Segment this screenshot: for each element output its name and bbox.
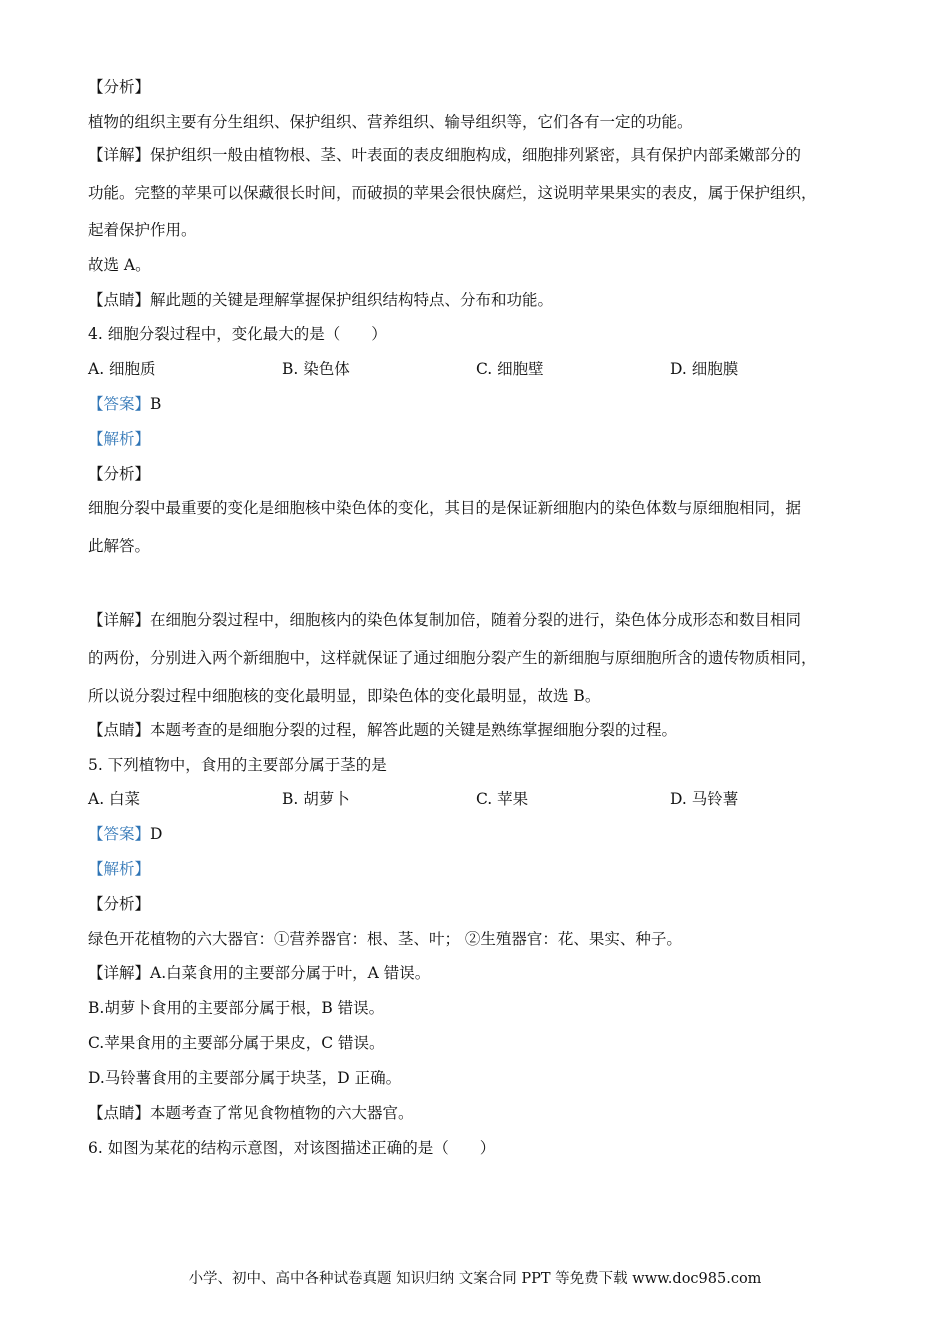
q4-option-a: A. 细胞质 — [88, 360, 156, 378]
q4-comment-text: 本题考查的是细胞分裂的过程，解答此题的关键是熟练掌握细胞分裂的过程。 — [150, 721, 678, 739]
q4-answer-value: B — [150, 395, 162, 413]
q4-detail-line1 — [88, 609, 801, 631]
q5-comment-tag: 【点睛】 — [88, 1104, 151, 1122]
q4-comment — [88, 719, 677, 741]
q5-option-c: C. 苹果 — [476, 790, 529, 808]
q3-comment-tag: 【点睛】 — [88, 291, 151, 309]
q3-analysis-text: 植物的组织主要有分生组织、保护组织、营养组织、输导组织等，它们各有一定的功能。 — [88, 113, 693, 131]
q5-detail-d: D.马铃薯食用的主要部分属于块茎，D 正确。 — [88, 1069, 402, 1087]
q4-option-c: C. 细胞壁 — [476, 360, 544, 378]
q4-comment-tag: 【点睛】 — [88, 721, 151, 739]
q4-explain-tag: 【解析】 — [88, 430, 151, 448]
q4-option-d: D. 细胞膜 — [670, 360, 739, 378]
q4-detail-tag: 【详解】 — [88, 611, 151, 629]
q4-analysis-line2: 此解答。 — [88, 537, 151, 555]
q3-comment-text: 解此题的关键是理解掌握保护组织结构特点、分布和功能。 — [150, 291, 554, 309]
q6-question: 6. 如图为某花的结构示意图，对该图描述正确的是（ ） — [88, 1139, 496, 1157]
q5-detail-c: C.苹果食用的主要部分属于果皮，C 错误。 — [88, 1034, 385, 1052]
q5-answer-value: D — [150, 825, 163, 843]
q5-detail-tag: 【详解】 — [88, 964, 151, 982]
q5-detail-a-text: A.白菜食用的主要部分属于叶，A 错误。 — [150, 964, 431, 982]
q4-analysis-line1: 细胞分裂中最重要的变化是细胞核中染色体的变化，其目的是保证新细胞内的染色体数与原细胞相同，据 — [88, 499, 802, 517]
q3-choice: 故选 A。 — [88, 256, 151, 274]
q3-detail-text: 保护组织一般由植物根、茎、叶表面的表皮细胞构成，细胞排列紧密，具有保护内部柔嫩部分的 — [150, 146, 802, 164]
q5-analysis-text: 绿色开花植物的六大器官：①营养器官：根、茎、叶； ②生殖器官：花、果实、种子。 — [88, 930, 682, 948]
q5-explain-tag: 【解析】 — [88, 860, 151, 878]
q3-comment — [88, 289, 553, 311]
q4-detail-line3: 所以说分裂过程中细胞核的变化最明显，即染色体的变化最明显，故选 B。 — [88, 687, 601, 705]
q5-option-d: D. 马铃薯 — [670, 790, 739, 808]
q4-answer — [88, 393, 161, 415]
q4-analysis-heading: 【分析】 — [88, 465, 151, 483]
q5-detail-b: B.胡萝卜食用的主要部分属于根，B 错误。 — [88, 999, 385, 1017]
q4-question: 4. 细胞分裂过程中，变化最大的是（ ） — [88, 325, 387, 343]
q3-detail-line1 — [88, 144, 801, 166]
q3-analysis-heading: 【分析】 — [88, 78, 151, 96]
q4-answer-tag: 【答案】 — [88, 395, 151, 413]
q5-answer-tag: 【答案】 — [88, 825, 151, 843]
q4-option-b: B. 染色体 — [282, 360, 350, 378]
q5-question: 5. 下列植物中，食用的主要部分属于茎的是 — [88, 756, 387, 774]
q3-detail-tag: 【详解】 — [88, 146, 151, 164]
q3-detail-line2: 功能。完整的苹果可以保藏很长时间，而破损的苹果会很快腐烂，这说明苹果果实的表皮，属于保护组织， — [88, 184, 817, 202]
q5-comment — [88, 1102, 414, 1124]
q5-answer — [88, 823, 162, 845]
q4-detail-line2: 的两份，分别进入两个新细胞中，这样就保证了通过细胞分裂产生的新细胞与原细胞所含的遗传物质相同， — [88, 649, 817, 667]
q5-option-a: A. 白菜 — [88, 790, 141, 808]
q5-option-b: B. 胡萝卜 — [282, 790, 350, 808]
q3-detail-line3: 起着保护作用。 — [88, 221, 197, 239]
q5-detail-a — [88, 962, 430, 984]
q5-analysis-heading: 【分析】 — [88, 895, 151, 913]
q4-detail-text: 在细胞分裂过程中，细胞核内的染色体复制加倍，随着分裂的进行，染色体分成形态和数目相同 — [150, 611, 802, 629]
q5-comment-text: 本题考查了常见食物植物的六大器官。 — [150, 1104, 414, 1122]
page-footer: 小学、初中、高中各种试卷真题 知识归纳 文案合同 PPT 等免费下载 www.doc985.com — [188, 1271, 762, 1287]
